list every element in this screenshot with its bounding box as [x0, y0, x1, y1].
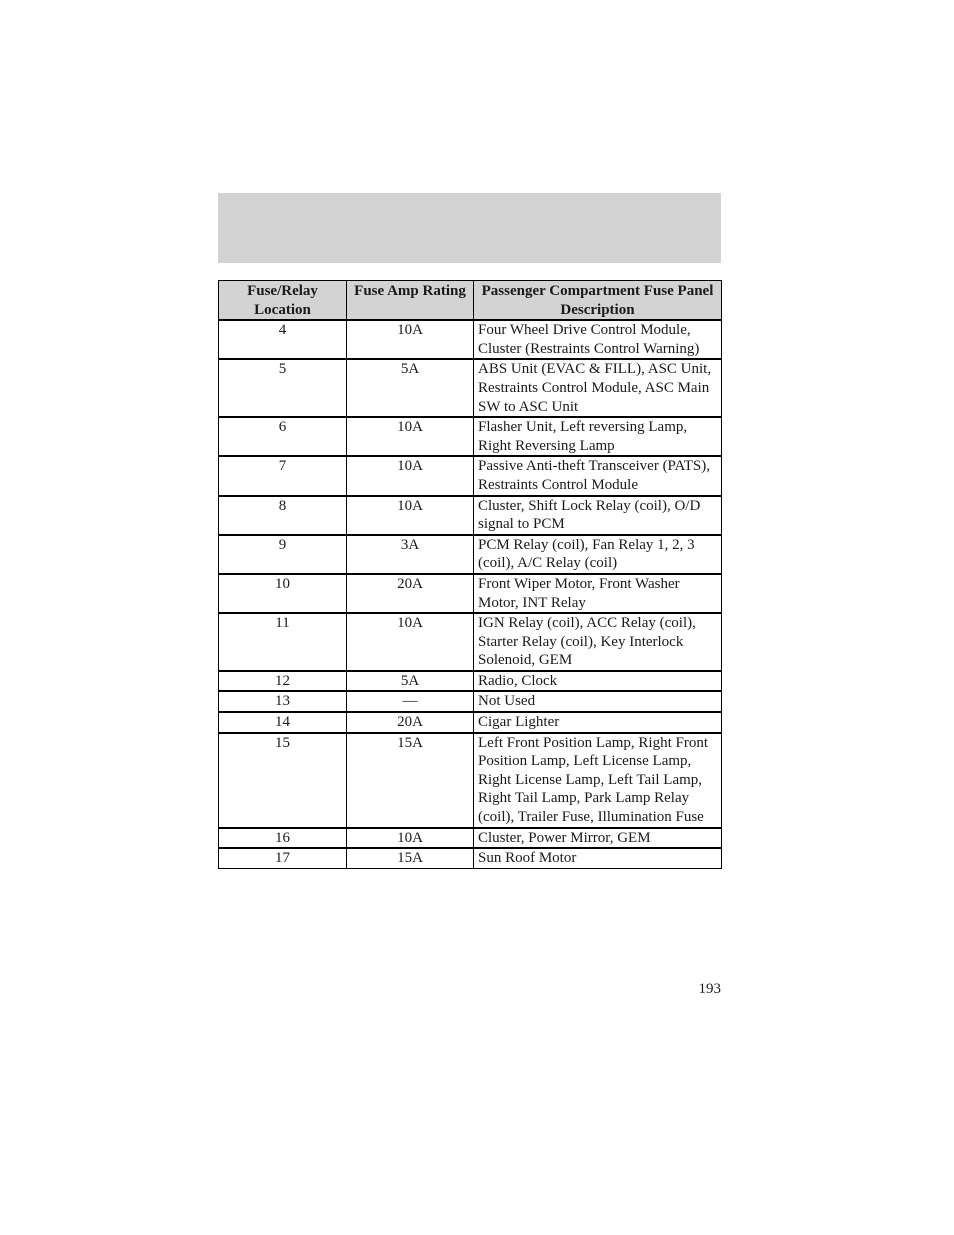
cell-description: Cigar Lighter — [474, 712, 722, 733]
cell-rating: 10A — [347, 320, 474, 359]
header-location: Fuse/Relay Location — [219, 281, 347, 321]
cell-location: 10 — [219, 574, 347, 613]
table-row — [219, 848, 722, 868]
cell-rating: 10A — [347, 828, 474, 849]
cell-description: Front Wiper Motor, Front Washer Motor, INT Relay — [474, 574, 722, 613]
cell-rating: 10A — [347, 613, 474, 671]
cell-location: 16 — [219, 828, 347, 849]
cell-rating: 10A — [347, 496, 474, 535]
cell-rating: 10A — [347, 456, 474, 495]
cell-description: IGN Relay (coil), ACC Relay (coil), Starter Relay (coil), Key Interlock Solenoid, GEM — [474, 613, 722, 671]
cell-description: Passive Anti-theft Transceiver (PATS), Restraints Control Module — [474, 456, 722, 495]
table-row — [219, 574, 722, 613]
cell-location: 12 — [219, 671, 347, 692]
cell-location: 14 — [219, 712, 347, 733]
header-rating: Fuse Amp Rating — [347, 281, 474, 321]
table-row — [219, 320, 722, 359]
cell-rating: 20A — [347, 712, 474, 733]
cell-rating: 20A — [347, 574, 474, 613]
cell-description: Not Used — [474, 691, 722, 712]
cell-rating: 15A — [347, 733, 474, 828]
cell-location: 5 — [219, 359, 347, 417]
table-header-row — [219, 281, 722, 321]
table-row — [219, 613, 722, 671]
table-row — [219, 828, 722, 849]
cell-rating: 5A — [347, 671, 474, 692]
cell-location: 13 — [219, 691, 347, 712]
section-header-band — [218, 193, 721, 263]
cell-location: 17 — [219, 848, 347, 868]
cell-description: Cluster, Shift Lock Relay (coil), O/D signal to PCM — [474, 496, 722, 535]
cell-location: 11 — [219, 613, 347, 671]
header-description: Passenger Compartment Fuse Panel Description — [474, 281, 722, 321]
cell-location: 4 — [219, 320, 347, 359]
table-row — [219, 733, 722, 828]
fuse-table — [218, 280, 722, 869]
cell-rating: — — [347, 691, 474, 712]
cell-location: 7 — [219, 456, 347, 495]
table-row — [219, 535, 722, 574]
cell-rating: 10A — [347, 417, 474, 456]
cell-description: Flasher Unit, Left reversing Lamp, Right Reversing Lamp — [474, 417, 722, 456]
cell-location: 8 — [219, 496, 347, 535]
cell-description: Left Front Position Lamp, Right Front Position Lamp, Left License Lamp, Right License Lamp, Left Tail Lamp, Right Tail Lamp, Park Lamp Relay (coil), Trailer Fuse, Illumination Fuse — [474, 733, 722, 828]
cell-rating: 3A — [347, 535, 474, 574]
cell-description: Sun Roof Motor — [474, 848, 722, 868]
table-row — [219, 671, 722, 692]
cell-description: PCM Relay (coil), Fan Relay 1, 2, 3 (coil), A/C Relay (coil) — [474, 535, 722, 574]
cell-description: Four Wheel Drive Control Module, Cluster (Restraints Control Warning) — [474, 320, 722, 359]
cell-location: 6 — [219, 417, 347, 456]
cell-description: ABS Unit (EVAC & FILL), ASC Unit, Restraints Control Module, ASC Main SW to ASC Unit — [474, 359, 722, 417]
cell-rating: 5A — [347, 359, 474, 417]
table-row — [219, 691, 722, 712]
page-number: 193 — [698, 981, 721, 997]
table-row — [219, 456, 722, 495]
table-row — [219, 712, 722, 733]
table-row — [219, 417, 722, 456]
cell-description: Radio, Clock — [474, 671, 722, 692]
table-row — [219, 359, 722, 417]
cell-location: 15 — [219, 733, 347, 828]
cell-rating: 15A — [347, 848, 474, 868]
cell-location: 9 — [219, 535, 347, 574]
cell-description: Cluster, Power Mirror, GEM — [474, 828, 722, 849]
table-row — [219, 496, 722, 535]
